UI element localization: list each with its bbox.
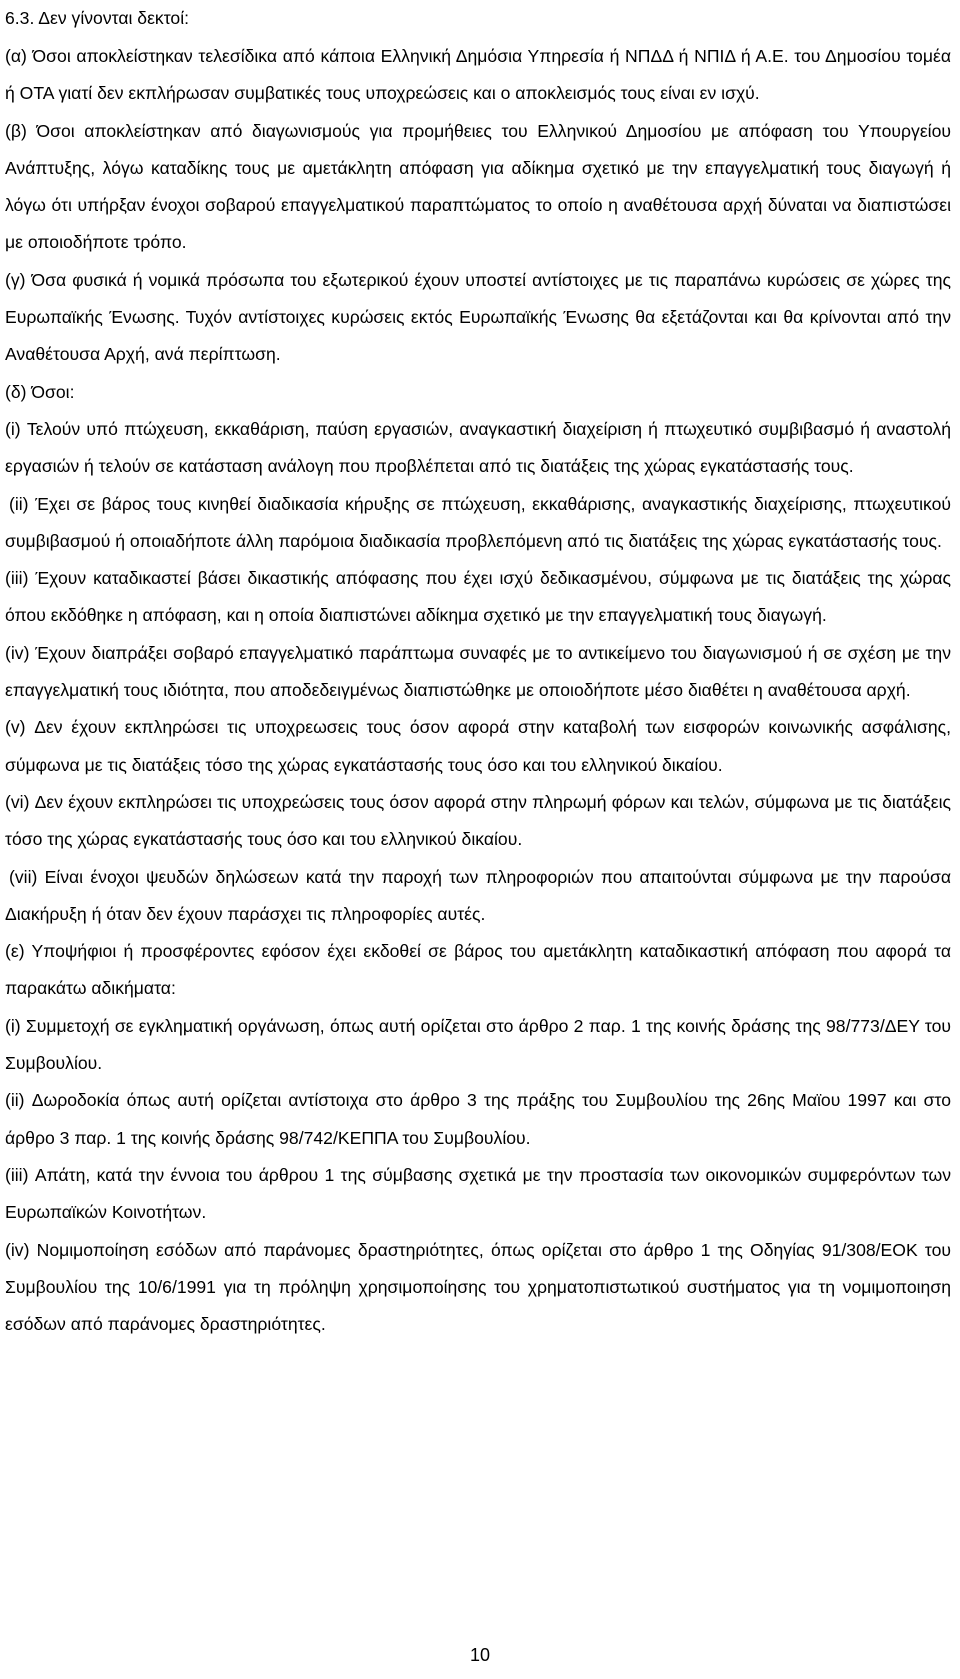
paragraph-e-i: (i) Συμμετοχή σε εγκληματική οργάνωση, όπως αυτή ορίζεται στο άρθρο 2 παρ. 1 της κοινής δράσης της 98/773/ΔΕΥ του Συμβουλίου. [5, 1015, 951, 1074]
paragraph-d-i: (i) Τελούν υπό πτώχευση, εκκαθάριση, παύση εργασιών, αναγκαστική διαχείριση ή πτωχευτικό συμβιβασμό ή αναστολή εργασιών ή τελούν σε κατάσταση ανάλογη που προβλέπεται από τις διατάξεις της χώρας εγκατάστασής τους. [5, 418, 951, 477]
paragraph-d-v: (v) Δεν έχουν εκπληρώσει τις υποχρεωσεις τους όσον αφορά στην καταβολή των εισφορών κοινωνικής ασφάλισης, σύμφωνα με τις διατάξεις τόσο της χώρας εγκατάστασής τους όσο και του ελληνικού δικαίου. [5, 717, 951, 775]
paragraph-b: (β) Όσοι αποκλείστηκαν από διαγωνισμούς για προμήθειες του Ελληνικού Δημοσίου με απόφαση του Υπουργείου Ανάπτυξης, λόγω καταδίκης τους με αμετάκλητη απόφαση για αδίκημα σχετικό με την επαγγελματική τους διαγωγή ή λόγω ότι υπήρξαν ένοχοι σοβαρού επαγγελματικού παραπτώματος το οποίο η αναθέτουσα αρχή δύναται να διαπιστώσει με οποιοδήποτε τρόπο. [5, 120, 951, 253]
paragraph-d-iii: (iii) Έχουν καταδικαστεί βάσει δικαστικής απόφασης που έχει ισχύ δεδικασμένου, σύμφωνα με τις διατάξεις της χώρας όπου εκδόθηκε η απόφαση, και η οποία διαπιστώνει αδίκημα σχετικό με την επαγγελματική τους διαγωγή. [5, 568, 951, 626]
paragraph-a: (α) Όσοι αποκλείστηκαν τελεσίδικα από κάποια Ελληνική Δημόσια Υπηρεσία ή ΝΠΔΔ ή ΝΠΙΔ ή Α.Ε. του Δημοσίου τομέα ή ΟΤΑ γιατί δεν εκπλήρωσαν συμβατικές τους υποχρεώσεις και ο αποκλεισμός τους είναι εν ισχύ. [5, 46, 951, 104]
section-title: 6.3. Δεν γίνονται δεκτοί: [5, 8, 190, 28]
paragraph-c: (γ) Όσα φυσικά ή νομικά πρόσωπα του εξωτερικού έχουν υποστεί αντίστοιχες με τις παραπάνω κυρώσεις σε χώρες της Ευρωπαϊκής Ένωσης. Τυχόν αντίστοιχες κυρώσεις εκτός Ευρωπαϊκής Ένωσης θα εξετάζονται και θα κρίνονται από την Αναθέτουσα Αρχή, ανά περίπτωση. [5, 269, 951, 365]
paragraph-d-vii: (vii) Είναι ένοχοι ψευδών δηλώσεων κατά την παροχή των πληροφοριών που απαιτούνται σύμφωνα με την παρούσα Διακήρυξη ή όταν δεν έχουν παράσχει τις πληροφορίες αυτές. [5, 866, 951, 924]
page-number: 10 [469, 1645, 491, 1665]
paragraph-d-iv: (iv) Έχουν διαπράξει σοβαρό επαγγελματικό παράπτωμα συναφές με το αντικείμενο του διαγωνισμού ή σε σχέση με την επαγγελματική τους ιδιότητα, που αποδεδειγμένως διαπιστώθηκε με οποιοδήποτε μέσο διαθέτει η αναθέτουσα αρχή. [5, 642, 951, 701]
document-body [5, 0, 951, 1343]
paragraph-d-vi: (vi) Δεν έχουν εκπληρώσει τις υποχρεώσεις τους όσον αφορά στην πληρωμή φόρων και τελών, σύμφωνα με τις διατάξεις τόσο της χώρας εγκατάστασής τους όσο και του ελληνικού δικαίου. [5, 791, 951, 850]
paragraph-e: (ε) Υποψήφιοι ή προσφέροντες εφόσον έχει εκδοθεί σε βάρος του αμετάκλητη καταδικαστική απόφαση που αφορά τα παρακάτω αδικήματα: [5, 941, 951, 999]
paragraph-e-iii: (iii) Απάτη, κατά την έννοια του άρθρου 1 της σύμβασης σχετικά με την προστασία των οικονομικών συμφερόντων των Ευρωπαϊκών Κοινοτήτων. [5, 1164, 951, 1223]
paragraph-d-ii: (ii) Έχει σε βάρος τους κινηθεί διαδικασία κήρυξης σε πτώχευση, εκκαθάρισης, αναγκαστικής διαχείρισης, πτωχευτικού συμβιβασμού ή οποιαδήποτε άλλη παρόμοια διαδικασία προβλεπόμενη από τις διατάξεις της χώρας εγκατάστασής τους. [5, 493, 951, 551]
paragraph-e-iv: (iv) Νομιμοποίηση εσόδων από παράνομες δραστηριότητες, όπως ορίζεται στο άρθρο 1 της Οδηγίας 91/308/ΕΟΚ του Συμβουλίου της 10/6/1991 για τη πρόληψη χρησιμοποίησης του χρηματοπιστωτικού συστήματος για τη νομιμοποιηση εσόδων από παράνομες δραστηριότητες. [5, 1239, 951, 1335]
paragraph-d: (δ) Όσοι: [5, 381, 75, 402]
paragraph-e-ii: (ii) Δωροδοκία όπως αυτή ορίζεται αντίστοιχα στο άρθρο 3 της πράξης του Συμβουλίου της 26ης Μαϊου 1997 και στο άρθρο 3 παρ. 1 της κοινής δράσης 98/742/ΚΕΠΠΑ του Συμβουλίου. [5, 1090, 951, 1148]
